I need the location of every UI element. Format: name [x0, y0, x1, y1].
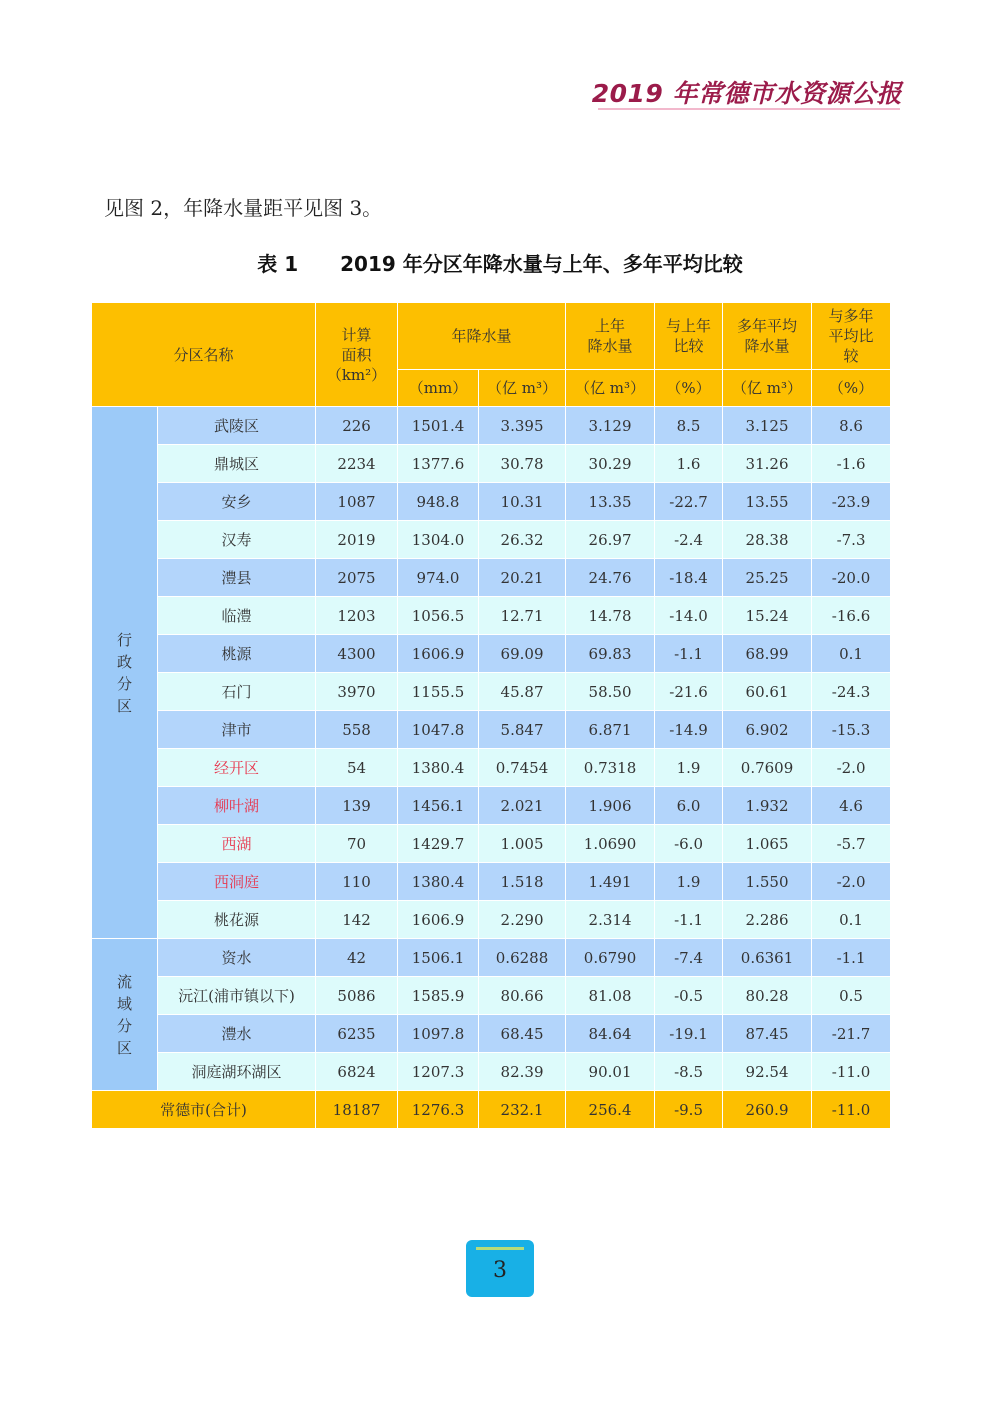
- cell-yi: 26.32: [479, 521, 566, 559]
- row-name: 洞庭湖环湖区: [158, 1053, 316, 1091]
- row-name: 西湖: [158, 825, 316, 863]
- cell-area: 3970: [316, 673, 398, 711]
- page-badge-bar: [476, 1247, 524, 1250]
- cell-cmp-avg: 0.1: [812, 635, 891, 673]
- cell-mm: 1501.4: [398, 407, 479, 445]
- cell-area: 2075: [316, 559, 398, 597]
- cell-yi: 5.847: [479, 711, 566, 749]
- row-name: 经开区: [158, 749, 316, 787]
- cell-yi: 1.005: [479, 825, 566, 863]
- table-caption-title: 2019 年分区年降水量与上年、多年平均比较: [340, 252, 743, 276]
- total-last: 256.4: [566, 1091, 655, 1129]
- cell-area: 558: [316, 711, 398, 749]
- cell-cmp-avg: -5.7: [812, 825, 891, 863]
- cell-cmp-last: 1.9: [655, 749, 723, 787]
- cell-cmp-avg: 0.1: [812, 901, 891, 939]
- cell-mm: 1506.1: [398, 939, 479, 977]
- row-name: 桃源: [158, 635, 316, 673]
- cell-cmp-last: -19.1: [655, 1015, 723, 1053]
- header-cmp-last: 与上年 比较: [655, 303, 723, 370]
- cell-cmp-avg: -1.1: [812, 939, 891, 977]
- cell-cmp-last: -8.5: [655, 1053, 723, 1091]
- cell-area: 5086: [316, 977, 398, 1015]
- cell-last: 6.871: [566, 711, 655, 749]
- cell-mm: 1606.9: [398, 635, 479, 673]
- cell-area: 1087: [316, 483, 398, 521]
- cell-last: 1.0690: [566, 825, 655, 863]
- cell-cmp-avg: -23.9: [812, 483, 891, 521]
- page-number-badge: [466, 1240, 534, 1297]
- table-row: [92, 825, 891, 863]
- cell-last: 58.50: [566, 673, 655, 711]
- row-name: 沅江(浦市镇以下): [158, 977, 316, 1015]
- row-name: 津市: [158, 711, 316, 749]
- cell-yi: 10.31: [479, 483, 566, 521]
- total-mm: 1276.3: [398, 1091, 479, 1129]
- cell-cmp-avg: -2.0: [812, 863, 891, 901]
- row-name: 柳叶湖: [158, 787, 316, 825]
- table-caption: [0, 248, 1000, 277]
- header-name: 分区名称: [92, 303, 316, 407]
- cell-mm: 1380.4: [398, 863, 479, 901]
- cell-mm: 1429.7: [398, 825, 479, 863]
- row-name: 汉寿: [158, 521, 316, 559]
- cell-last: 84.64: [566, 1015, 655, 1053]
- group-basin: [92, 939, 158, 1091]
- row-name: 西洞庭: [158, 863, 316, 901]
- header-area: 计算 面积 （km²）: [316, 303, 398, 407]
- cell-cmp-last: -22.7: [655, 483, 723, 521]
- cell-cmp-last: 6.0: [655, 787, 723, 825]
- cell-last: 69.83: [566, 635, 655, 673]
- precipitation-table: [91, 302, 891, 1129]
- cell-last: 26.97: [566, 521, 655, 559]
- cell-avg: 25.25: [723, 559, 812, 597]
- cell-avg: 68.99: [723, 635, 812, 673]
- cell-mm: 974.0: [398, 559, 479, 597]
- table-row: [92, 1053, 891, 1091]
- table-row: [92, 711, 891, 749]
- table-row: [92, 1015, 891, 1053]
- cell-last: 0.6790: [566, 939, 655, 977]
- cell-last: 24.76: [566, 559, 655, 597]
- cell-last: 90.01: [566, 1053, 655, 1091]
- cell-yi: 68.45: [479, 1015, 566, 1053]
- cell-cmp-avg: -7.3: [812, 521, 891, 559]
- cell-yi: 80.66: [479, 977, 566, 1015]
- group-admin: [92, 407, 158, 939]
- cell-cmp-last: -2.4: [655, 521, 723, 559]
- cell-area: 4300: [316, 635, 398, 673]
- cell-avg: 2.286: [723, 901, 812, 939]
- cell-cmp-last: 1.9: [655, 863, 723, 901]
- total-row: [92, 1091, 891, 1129]
- cell-cmp-avg: -15.3: [812, 711, 891, 749]
- cell-avg: 87.45: [723, 1015, 812, 1053]
- cell-mm: 948.8: [398, 483, 479, 521]
- cell-cmp-avg: 4.6: [812, 787, 891, 825]
- cell-last: 2.314: [566, 901, 655, 939]
- cell-mm: 1380.4: [398, 749, 479, 787]
- cell-cmp-last: -18.4: [655, 559, 723, 597]
- table-row: [92, 977, 891, 1015]
- cell-mm: 1207.3: [398, 1053, 479, 1091]
- header-avg: 多年平均 降水量: [723, 303, 812, 370]
- cell-yi: 20.21: [479, 559, 566, 597]
- cell-cmp-avg: -16.6: [812, 597, 891, 635]
- cell-cmp-avg: -21.7: [812, 1015, 891, 1053]
- row-name: 安乡: [158, 483, 316, 521]
- table-row: [92, 597, 891, 635]
- table-caption-number: 表 1: [257, 252, 299, 276]
- cell-last: 14.78: [566, 597, 655, 635]
- cell-avg: 60.61: [723, 673, 812, 711]
- cell-cmp-last: -21.6: [655, 673, 723, 711]
- header-last: 上年 降水量: [566, 303, 655, 370]
- cell-mm: 1155.5: [398, 673, 479, 711]
- cell-last: 3.129: [566, 407, 655, 445]
- table-row: [92, 673, 891, 711]
- cell-mm: 1097.8: [398, 1015, 479, 1053]
- cell-yi: 0.7454: [479, 749, 566, 787]
- cell-area: 110: [316, 863, 398, 901]
- cell-mm: 1056.5: [398, 597, 479, 635]
- cell-yi: 2.021: [479, 787, 566, 825]
- cell-yi: 45.87: [479, 673, 566, 711]
- cell-mm: 1047.8: [398, 711, 479, 749]
- unit-yi-last: （亿 m³）: [566, 370, 655, 407]
- unit-yi-annual: （亿 m³）: [479, 370, 566, 407]
- cell-avg: 1.550: [723, 863, 812, 901]
- total-avg: 260.9: [723, 1091, 812, 1129]
- title-underline: [598, 108, 900, 110]
- cell-area: 2234: [316, 445, 398, 483]
- table-row: [92, 407, 891, 445]
- cell-avg: 6.902: [723, 711, 812, 749]
- cell-cmp-last: -14.9: [655, 711, 723, 749]
- unit-pct-avg: （%）: [812, 370, 891, 407]
- page-number: 3: [493, 1258, 507, 1283]
- cell-cmp-last: -0.5: [655, 977, 723, 1015]
- cell-yi: 0.6288: [479, 939, 566, 977]
- cell-yi: 1.518: [479, 863, 566, 901]
- header-row: [92, 303, 891, 370]
- body-text: 见图 2，年降水量距平见图 3。: [104, 196, 383, 220]
- row-name: 临澧: [158, 597, 316, 635]
- cell-yi: 12.71: [479, 597, 566, 635]
- cell-yi: 69.09: [479, 635, 566, 673]
- unit-mm: （mm）: [398, 370, 479, 407]
- cell-last: 1.491: [566, 863, 655, 901]
- row-name: 桃花源: [158, 901, 316, 939]
- table-row: [92, 559, 891, 597]
- cell-area: 139: [316, 787, 398, 825]
- cell-mm: 1606.9: [398, 901, 479, 939]
- cell-avg: 31.26: [723, 445, 812, 483]
- row-name: 石门: [158, 673, 316, 711]
- cell-avg: 13.55: [723, 483, 812, 521]
- cell-area: 6235: [316, 1015, 398, 1053]
- cell-cmp-avg: -24.3: [812, 673, 891, 711]
- table-row: [92, 787, 891, 825]
- cell-last: 81.08: [566, 977, 655, 1015]
- cell-mm: 1585.9: [398, 977, 479, 1015]
- table-row: [92, 445, 891, 483]
- row-name: 鼎城区: [158, 445, 316, 483]
- row-name: 武陵区: [158, 407, 316, 445]
- cell-cmp-avg: -1.6: [812, 445, 891, 483]
- cell-cmp-avg: -2.0: [812, 749, 891, 787]
- cell-avg: 80.28: [723, 977, 812, 1015]
- cell-last: 13.35: [566, 483, 655, 521]
- total-cmp-avg: -11.0: [812, 1091, 891, 1129]
- cell-yi: 82.39: [479, 1053, 566, 1091]
- cell-area: 6824: [316, 1053, 398, 1091]
- row-name: 资水: [158, 939, 316, 977]
- cell-cmp-avg: 8.6: [812, 407, 891, 445]
- cell-cmp-last: 1.6: [655, 445, 723, 483]
- cell-cmp-avg: -11.0: [812, 1053, 891, 1091]
- table-row: [92, 901, 891, 939]
- cell-area: 2019: [316, 521, 398, 559]
- cell-yi: 3.395: [479, 407, 566, 445]
- cell-area: 42: [316, 939, 398, 977]
- table-row: [92, 863, 891, 901]
- cell-yi: 2.290: [479, 901, 566, 939]
- cell-mm: 1377.6: [398, 445, 479, 483]
- total-cmp-last: -9.5: [655, 1091, 723, 1129]
- cell-area: 142: [316, 901, 398, 939]
- cell-cmp-avg: -20.0: [812, 559, 891, 597]
- table-row: [92, 749, 891, 787]
- cell-cmp-last: -1.1: [655, 901, 723, 939]
- cell-area: 70: [316, 825, 398, 863]
- cell-cmp-last: -14.0: [655, 597, 723, 635]
- total-yi: 232.1: [479, 1091, 566, 1129]
- cell-avg: 1.932: [723, 787, 812, 825]
- table-row: [92, 521, 891, 559]
- cell-avg: 0.6361: [723, 939, 812, 977]
- cell-last: 30.29: [566, 445, 655, 483]
- row-name: 澧水: [158, 1015, 316, 1053]
- cell-yi: 30.78: [479, 445, 566, 483]
- cell-last: 1.906: [566, 787, 655, 825]
- table-row: [92, 635, 891, 673]
- cell-avg: 3.125: [723, 407, 812, 445]
- report-title: 2019 年常德市水资源公报: [591, 79, 902, 108]
- cell-mm: 1304.0: [398, 521, 479, 559]
- cell-cmp-last: 8.5: [655, 407, 723, 445]
- total-area: 18187: [316, 1091, 398, 1129]
- group-label: 行政分区: [116, 630, 132, 715]
- cell-last: 0.7318: [566, 749, 655, 787]
- total-name: 常德市(合计): [92, 1091, 316, 1129]
- cell-avg: 1.065: [723, 825, 812, 863]
- unit-yi-avg: （亿 m³）: [723, 370, 812, 407]
- cell-cmp-last: -7.4: [655, 939, 723, 977]
- cell-cmp-last: -6.0: [655, 825, 723, 863]
- table-row: [92, 939, 891, 977]
- cell-avg: 0.7609: [723, 749, 812, 787]
- cell-area: 54: [316, 749, 398, 787]
- row-name: 澧县: [158, 559, 316, 597]
- header-cmp-avg: 与多年 平均比 较: [812, 303, 891, 370]
- cell-area: 1203: [316, 597, 398, 635]
- group-label: 流域分区: [116, 972, 132, 1057]
- cell-avg: 92.54: [723, 1053, 812, 1091]
- cell-mm: 1456.1: [398, 787, 479, 825]
- cell-avg: 28.38: [723, 521, 812, 559]
- table-row: [92, 483, 891, 521]
- cell-cmp-last: -1.1: [655, 635, 723, 673]
- unit-pct-last: （%）: [655, 370, 723, 407]
- cell-cmp-avg: 0.5: [812, 977, 891, 1015]
- cell-avg: 15.24: [723, 597, 812, 635]
- cell-area: 226: [316, 407, 398, 445]
- header-annual: 年降水量: [398, 303, 566, 370]
